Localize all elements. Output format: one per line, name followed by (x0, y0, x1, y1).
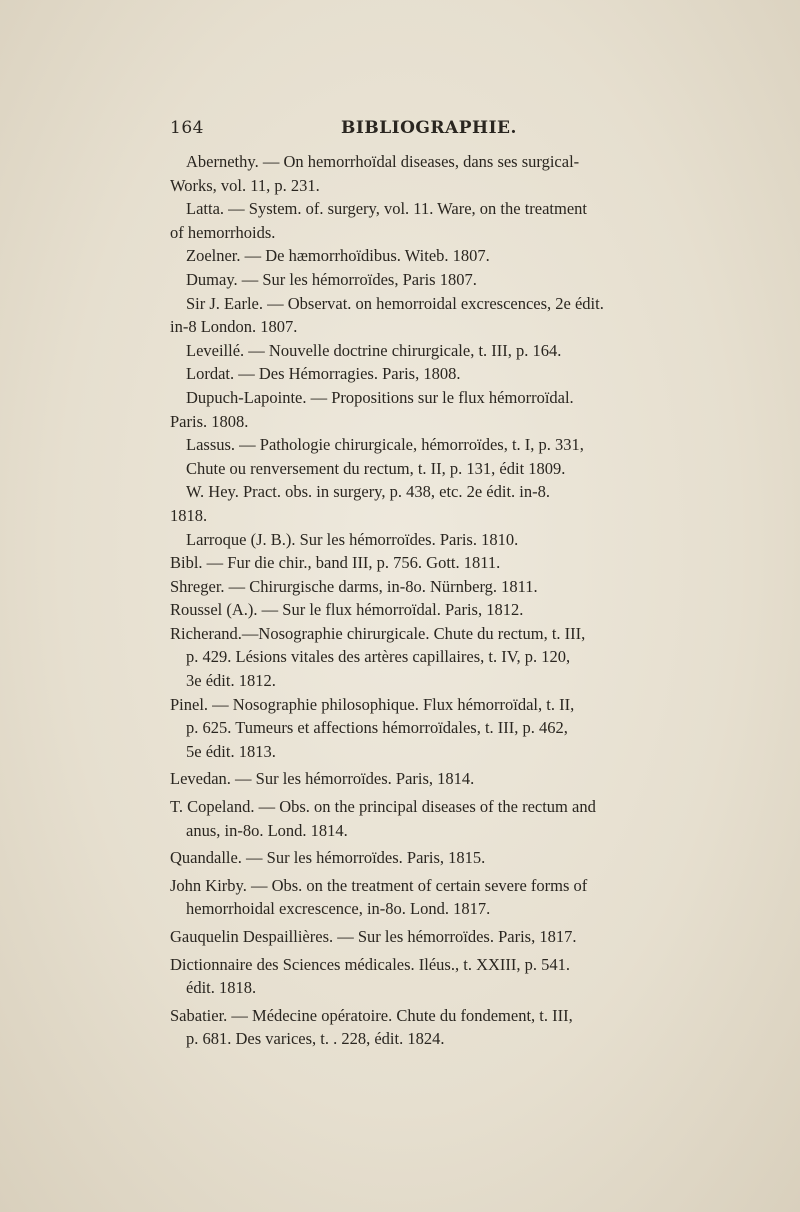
entry-line: édit. 1818. (186, 978, 257, 998)
bibliography-entry (170, 268, 662, 292)
bibliography-entry (170, 795, 662, 842)
entry-line: Abernethy. — On hemorrhoïdal diseases, dans ses surgical- (186, 152, 580, 171)
bibliography-entry (170, 433, 662, 457)
entry-line: Paris. 1808. (170, 411, 249, 431)
bibliography-entry (170, 953, 662, 1000)
bibliography-entry (170, 1004, 662, 1051)
bibliography-entry (170, 925, 662, 949)
entry-line: Works, vol. 11, p. 231. (170, 175, 320, 195)
bibliography-entry (170, 693, 662, 764)
entry-line: Lordat. — Des Hémorragies. Paris, 1808. (186, 364, 461, 384)
entry-line: hemorrhoidal excrescence, in-8o. Lond. 1817. (186, 899, 491, 919)
bibliography-entry (170, 339, 662, 363)
entry-line: Sabatier. — Médecine opératoire. Chute du fondement, t. III, (170, 1005, 573, 1025)
entry-line: Leveillé. — Nouvelle doctrine chirurgicale, t. III, p. 164. (186, 340, 562, 360)
entry-line: Gauquelin Despaillières. — Sur les hémorroïdes. Paris, 1817. (170, 927, 577, 946)
entry-line: Dumay. — Sur les hémorroïdes, Paris 1807. (186, 269, 477, 289)
entry-line: in-8 London. 1807. (170, 317, 298, 337)
page-number: 164 (170, 118, 204, 138)
entry-line: 1818. (170, 505, 208, 525)
entry-line: Chute ou renversement du rectum, t. II, p. 131, édit 1809. (186, 458, 566, 478)
bibliography-list (170, 150, 662, 1055)
entry-line: W. Hey. Pract. obs. in surgery, p. 438, etc. 2e édit. in-8. (186, 482, 550, 502)
entry-line: 3e édit. 1812. (186, 671, 276, 691)
entry-line: Levedan. — Sur les hémorroïdes. Paris, 1814. (170, 769, 475, 789)
entry-line: Quandalle. — Sur les hémorroïdes. Paris, 1815. (170, 848, 486, 868)
bibliography-entry (170, 244, 662, 268)
entry-line: p. 681. Des varices, t. . 228, édit. 1824. (186, 1029, 445, 1049)
bibliography-entry (170, 767, 662, 791)
entry-line: p. 625. Tumeurs et affections hémorroïdales, t. III, p. 462, (186, 718, 568, 738)
entry-line: John Kirby. — Obs. on the treatment of certain severe forms of (170, 875, 588, 895)
entry-line: Roussel (A.). — Sur le flux hémorroïdal. Paris, 1812. (170, 600, 524, 620)
entry-line: Latta. — System. of. surgery, vol. 11. Ware, on the treatment (186, 199, 587, 219)
running-title: BIBLIOGRAPHIE. (341, 118, 517, 138)
page-header (170, 118, 517, 144)
bibliography-entry (170, 362, 662, 386)
entry-line: Bibl. — Fur die chir., band III, p. 756. Gott. 1811. (170, 553, 501, 573)
entry-line: Zoelner. — De hæmorrhoïdibus. Witeb. 1807. (186, 246, 490, 266)
entry-line: Lassus. — Pathologie chirurgicale, hémorroïdes, t. I, p. 331, (186, 435, 584, 455)
entry-line: Larroque (J. B.). Sur les hémorroïdes. Paris. 1810. (186, 529, 519, 549)
entry-spacer (170, 1051, 662, 1055)
entry-line: Dupuch-Lapointe. — Propositions sur le flux hémorroïdal. (186, 387, 574, 407)
bibliography-entry (170, 551, 662, 575)
bibliography-entry (170, 386, 662, 433)
entry-line: Dictionnaire des Sciences médicales. Iléus., t. XXIII, p. 541. (170, 954, 571, 974)
bibliography-entry (170, 292, 662, 339)
entry-line: Richerand.—Nosographie chirurgicale. Chute du rectum, t. III, (170, 623, 586, 643)
bibliography-entry (170, 528, 662, 552)
entry-line: Pinel. — Nosographie philosophique. Flux hémorroïdal, t. II, (170, 694, 575, 714)
bibliography-entry (170, 874, 662, 921)
entry-line: 5e édit. 1813. (186, 741, 276, 761)
entry-line: of hemorrhoids. (170, 222, 276, 242)
bibliography-entry (170, 598, 662, 622)
entry-line: Shreger. — Chirurgische darms, in-8o. Nürnberg. 1811. (170, 576, 538, 596)
entry-line: anus, in-8o. Lond. 1814. (186, 820, 348, 840)
bibliography-entry (170, 150, 662, 197)
entry-line: T. Copeland. — Obs. on the principal diseases of the rectum and (170, 797, 596, 817)
entry-line: p. 429. Lésions vitales des artères capillaires, t. IV, p. 120, (186, 647, 571, 667)
bibliography-entry (170, 480, 662, 527)
bibliography-entry (170, 197, 662, 244)
entry-line: Sir J. Earle. — Observat. on hemorroidal excrescences, 2e édit. (186, 293, 604, 313)
bibliography-entry (170, 622, 662, 693)
bibliography-entry (170, 575, 662, 599)
bibliography-entry (170, 846, 662, 870)
bibliography-entry (170, 457, 662, 481)
